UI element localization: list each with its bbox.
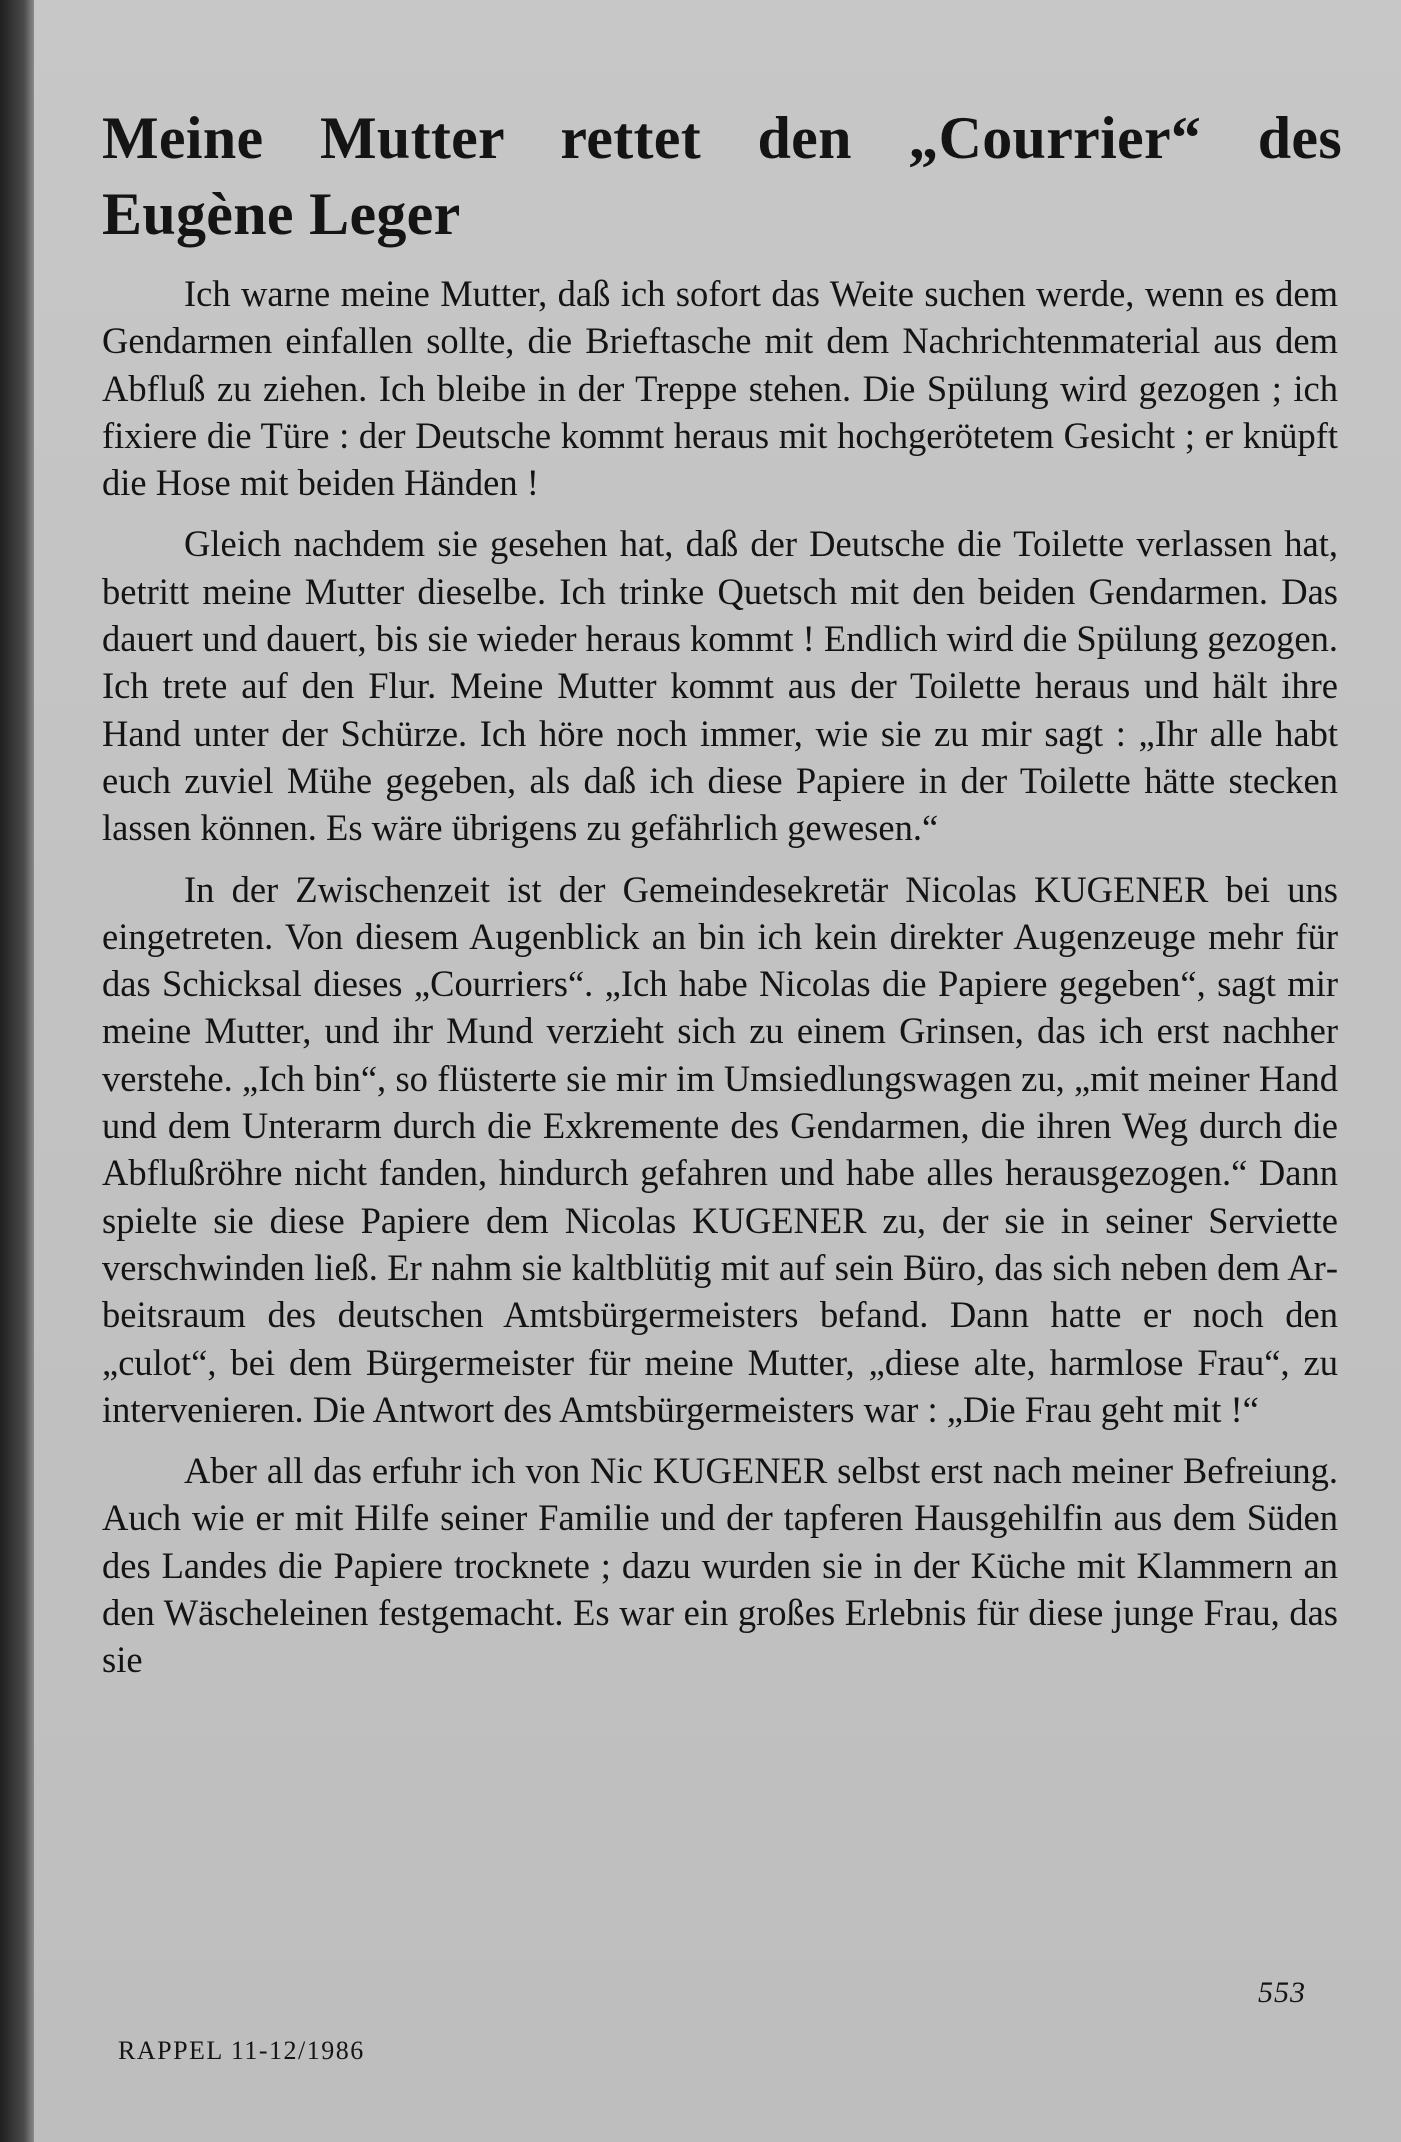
book-page <box>34 0 1401 2142</box>
page-number: 553 <box>1258 1976 1306 2009</box>
paragraph-1: Ich warne meine Mutter, daß ich sofort das Weite suchen werde, wenn es dem Gendarmen einfallen sollte, die Brieftasche mit dem Nachrichtenmaterial aus dem Abfluß zu ziehen. Ich bleibe in der Treppe stehen. Die Spülung wird gezogen ; ich fixiere die Türe : der Deutsche kommt heraus mit hochgerötetem Gesicht ; er knüpft die Hose mit beiden Händen ! <box>102 273 1338 504</box>
footer-publication: RAPPEL 11-12/1986 <box>118 2036 365 2065</box>
article-title: Meine Mutter rettet den „Courrier“ des Eugène Leger <box>102 105 1342 247</box>
paragraph-4: Aber all das erfuhr ich von Nic KUGENER selbst erst nach meiner Befreiung. Auch wie er mit Hilfe seiner Familie und der tapferen Hausgehilfin aus dem Süden des Landes die Papiere trocknete ; dazu wurden sie in der Küche mit Klammern an den Wäscheleinen festgemacht. Es war ein großes Erlebnis für diese junge Frau, das sie <box>102 1450 1338 1681</box>
page-gutter-shadow <box>0 0 34 2142</box>
paragraph-3: In der Zwischenzeit ist der Gemeindesekretär Nicolas KUGENER bei uns eingetreten. Von diesem Augenblick an bin ich kein direkter Augenzeuge mehr für das Schicksal dieses „Courriers“. „Ich habe Nicolas die Papiere gegeben“, sagt mir meine Mutter, und ihr Mund verzieht sich zu einem Grinsen, das ich erst nachher verstehe. „Ich bin“, so flüsterte sie mir im Umsiedlungswagen zu, „mit meiner Hand und dem Unterarm durch die Exkremente des Gendarmen, die ihren Weg durch die Abflußröhre nicht fanden, hindurch gefahren und habe alles herausgezogen.“ Dann spielte sie diese Papiere dem Nicolas KUGENER zu, der sie in seiner Serviette verschwinden ließ. Er nahm sie kaltblütig mit auf sein Büro, das sich neben dem Arbeitsraum des deutschen Amtsbürgermeisters befand. Dann hatte er noch den „culot“, bei dem Bürgermeister für meine Mutter, „diese alte, harmlose Frau“, zu intervenieren. Die Antwort des Amtsbürgermeisters war : „Die Frau geht mit !“ <box>102 868 1338 1430</box>
paragraph-2: Gleich nachdem sie gesehen hat, daß der Deutsche die Toilette verlassen hat, betritt meine Mutter dieselbe. Ich trinke Quetsch mit den beiden Gendarmen. Das dauert und dauert, bis sie wieder heraus kommt ! Endlich wird die Spülung gezogen. Ich trete auf den Flur. Meine Mutter kommt aus der Toilette heraus und hält ihre Hand unter der Schürze. Ich höre noch immer, wie sie zu mir sagt : „Ihr alle habt euch zuviel Mühe gegeben, als daß ich diese Papiere in der Toilette hätte stecken lassen können. Es wäre übrigens zu gefährlich gewesen.“ <box>102 523 1338 849</box>
article-body <box>102 270 1338 1698</box>
